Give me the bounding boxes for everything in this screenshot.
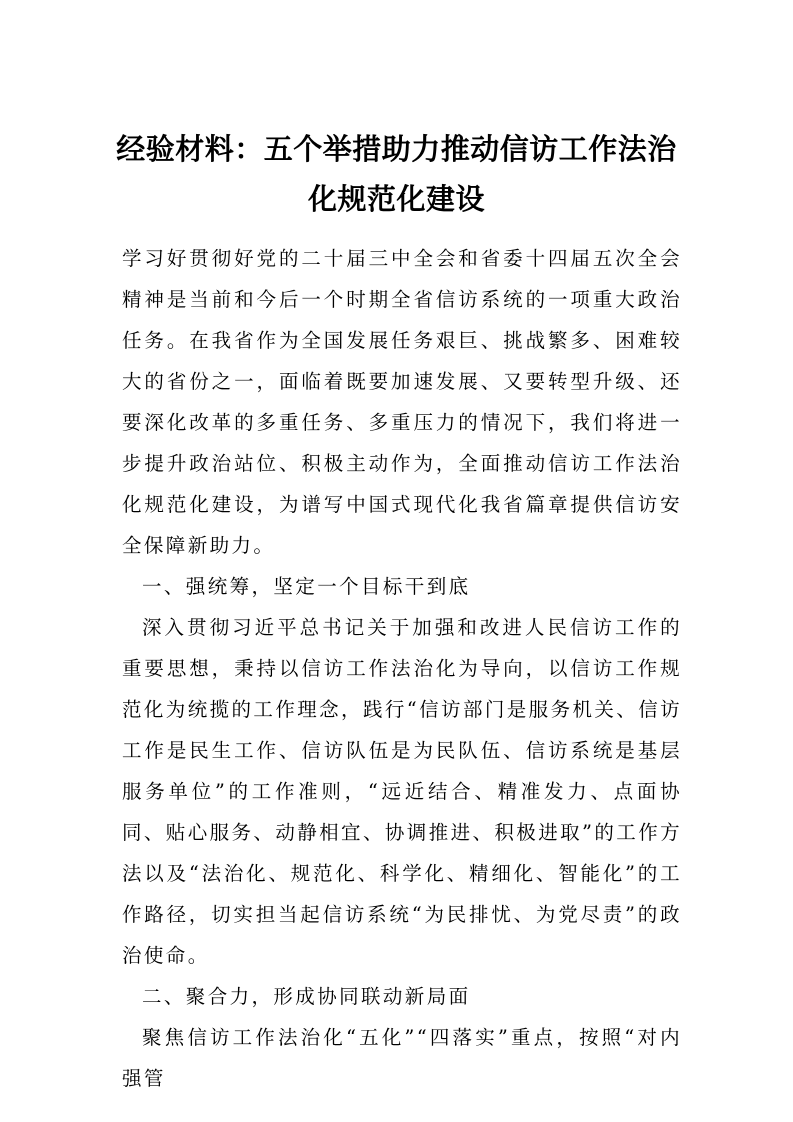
section-2-paragraph: 聚焦信访工作法治化“五化”“四落实”重点，按照“对内强管 [122, 1026, 682, 1090]
document-title [96, 124, 697, 224]
section-1-paragraph: 深入贯彻习近平总书记关于加强和改进人民信访工作的重要思想，秉持以信访工作法治化为导向，以信访工作规范化为统揽的工作理念，践行“信访部门是服务机关、信访工作是民生工作、信访队伍是为民队伍、信访系统是基层服务单位”的工作准则，“远近结合、精准发力、点面协同、贴心服务、动静相宜、协调推进、积极进取”的工作方法以及“法治化、规范化、科学化、精细化、智能化”的工作路径，切实担当起信访系统“为民排忧、为党尽责”的政治使命。 [122, 616, 682, 967]
title-line-2: 化规范化建设 [307, 182, 485, 216]
title-line-1: 经验材料：五个举措助力推动信访工作法治 [116, 132, 677, 166]
document-body [122, 238, 682, 1099]
section-heading-2: 二、聚合力，形成协同联动新局面 [142, 985, 471, 1008]
section-heading-1: 一、强统筹，坚定一个目标干到底 [142, 575, 471, 598]
intro-paragraph: 学习好贯彻好党的二十届三中全会和省委十四届五次全会精神是当前和今后一个时期全省信访系统的一项重大政治任务。在我省作为全国发展任务艰巨、挑战繁多、困难较大的省份之一，面临着既要加速发展、又要转型升级、还要深化改革的多重任务、多重压力的情况下，我们将进一步提升政治站位、积极主动作为，全面推动信访工作法治化规范化建设，为谱写中国式现代化我省篇章提供信访安全保障新助力。 [122, 247, 682, 557]
